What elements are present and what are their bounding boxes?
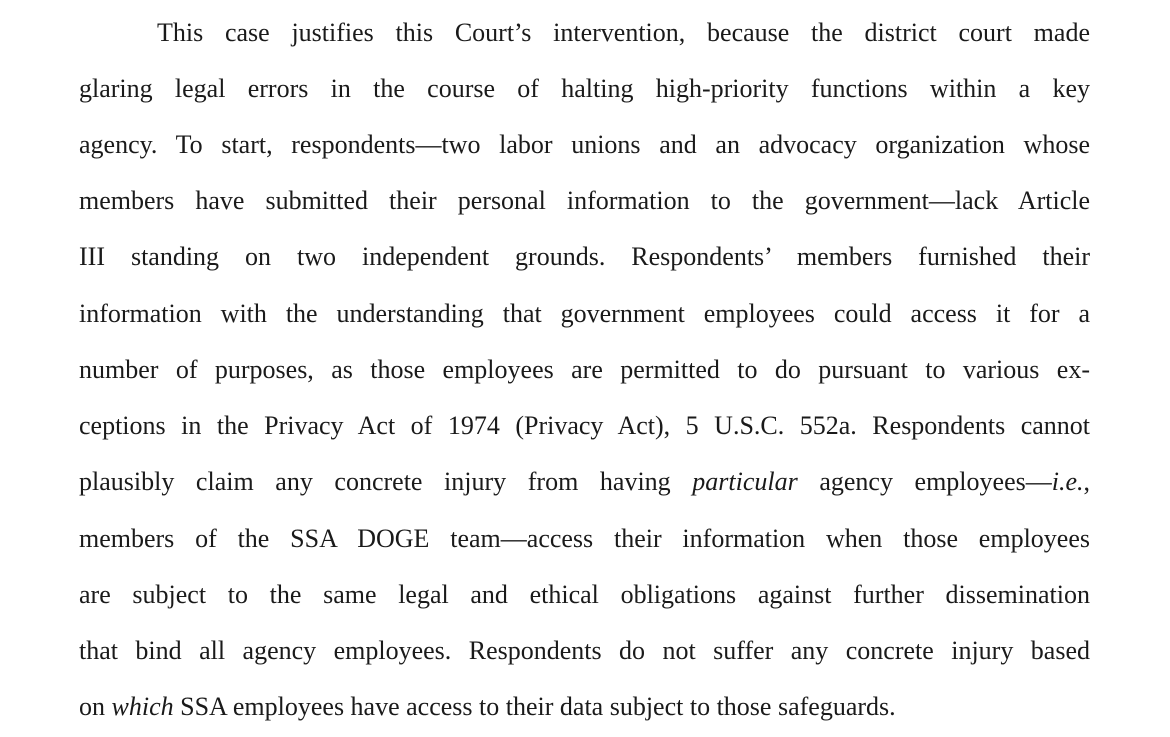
paragraph-line: III standing on two independent grounds. Respondents’ members furnished their <box>79 242 1090 271</box>
paragraph-line: This case justifies this Court’s intervention, because the district court made <box>157 18 1090 47</box>
paragraph-line: members have submitted their personal information to the government—lack Article <box>79 186 1090 215</box>
paragraph-line: agency. To start, respondents—two labor unions and an advocacy organization whose <box>79 130 1090 159</box>
paragraph-line <box>79 462 1090 502</box>
line-text: plausibly claim any concrete injury from having <box>79 467 693 496</box>
paragraph-line: glaring legal errors in the course of halting high-priority functions within a key <box>79 74 1090 103</box>
line-text: , <box>1083 467 1090 496</box>
italic-term: particular <box>692 467 798 496</box>
italic-term: which <box>111 692 174 721</box>
paragraph-line <box>79 687 1090 727</box>
italic-term: i.e. <box>1051 467 1084 496</box>
paragraph-line: ceptions in the Privacy Act of 1974 (Privacy Act), 5 U.S.C. 552a. Respondents cannot <box>79 411 1090 440</box>
line-text: on <box>79 692 112 721</box>
paragraph-line: members of the SSA DOGE team—access their information when those employees <box>79 524 1090 553</box>
line-text: SSA employees have access to their data subject to those safeguards. <box>173 692 896 721</box>
paragraph-line: are subject to the same legal and ethical obligations against further dissemination <box>79 580 1090 609</box>
paragraph-line: that bind all agency employees. Respondents do not suffer any concrete injury based <box>79 636 1090 665</box>
line-text: agency employees— <box>797 467 1052 496</box>
paragraph-line: information with the understanding that government employees could access it for a <box>79 299 1090 328</box>
paragraph-line: number of purposes, as those employees are permitted to do pursuant to various ex- <box>79 355 1090 384</box>
